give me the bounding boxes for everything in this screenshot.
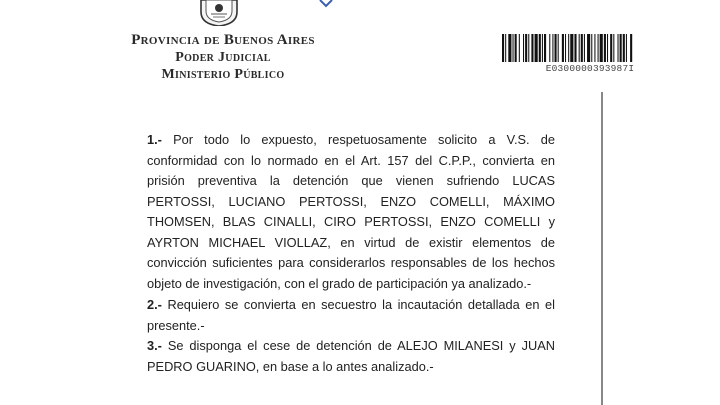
- paragraph-line: 1.- Por todo lo expuesto, respetuosamente solicito a V.S. de: [147, 132, 555, 147]
- paragraph-line: conformidad con lo normado en el Art. 157 del C.P.P., convierta en: [147, 152, 555, 168]
- paragraph-line: convicción suficientes para considerarlos responsables de los hechos: [147, 255, 555, 270]
- paragraph-number: 1.-: [147, 132, 162, 147]
- barcode-code: E0300000393987I: [545, 63, 635, 74]
- provincial-seal-icon: [197, 0, 241, 26]
- paragraph-line: 2.- Requiero se convierta en secuestro la incautación detallada en el: [147, 297, 555, 312]
- paragraph-line: 3.- Se disponga el cese de detención de ALEJO MILANESI y JUAN: [147, 338, 555, 353]
- paragraph-3: [147, 336, 555, 377]
- paragraph-line: PEDRO GUARINO, en base a lo antes analizado.-: [147, 358, 434, 374]
- top-emblem-icon: [318, 0, 334, 8]
- paragraph-line: presente.-: [147, 317, 205, 333]
- paragraph-line: objeto de investigación, con el grado de participación ya analizado.-: [147, 275, 532, 291]
- paragraph-line: AYRTON MICHAEL VIOLLAZ, en virtud de existir elementos de: [147, 234, 555, 250]
- letterhead-judicial: Poder Judicial: [175, 50, 271, 65]
- letterhead: [108, 32, 338, 83]
- paragraph-1: [147, 130, 555, 295]
- paragraph-number: 3.-: [147, 338, 162, 353]
- document-body: [147, 130, 555, 377]
- paragraph-line: PERTOSSI, LUCIANO PERTOSSI, ENZO COMELLI, MÁXIMO: [147, 193, 555, 209]
- paragraph-number: 2.-: [147, 297, 162, 312]
- document-barcode: [500, 34, 680, 74]
- paragraph-line: prisión preventiva la detención que vienen sufriendo LUCAS: [147, 173, 555, 188]
- letterhead-ministry: Ministerio Público: [161, 67, 285, 82]
- paragraph-line: THOMSEN, BLAS CINALLI, CIRO PERTOSSI, ENZO COMELLI y: [147, 214, 555, 229]
- margin-rule: [601, 92, 603, 405]
- letterhead-province: Provincia de Buenos Aires: [131, 32, 315, 48]
- paragraph-2: [147, 295, 555, 336]
- barcode-image: [500, 34, 680, 62]
